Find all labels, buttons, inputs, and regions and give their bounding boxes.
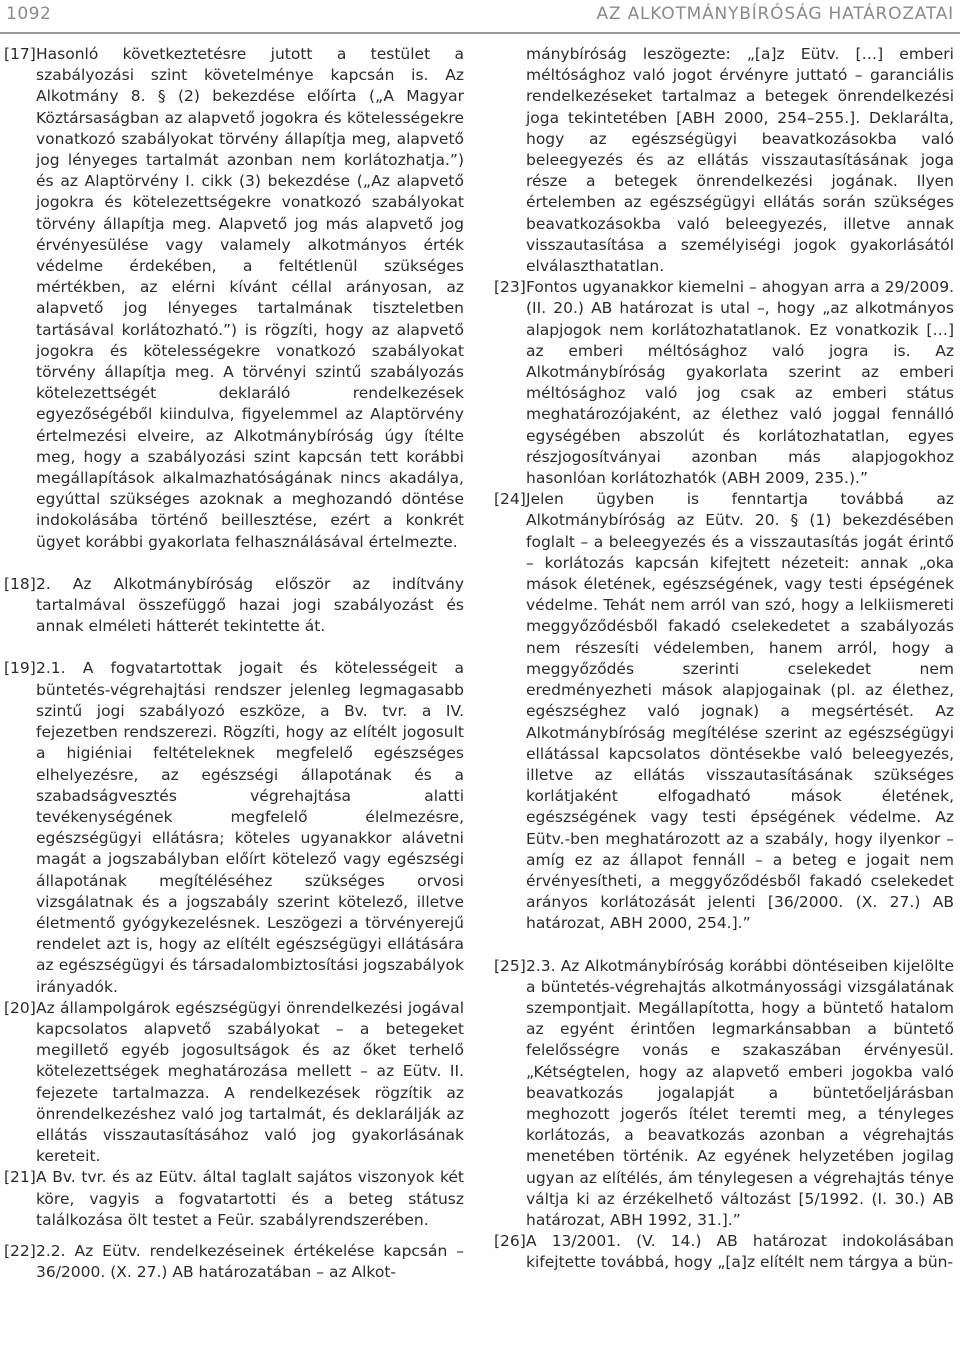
paragraph-text: Hasonló következtetésre jutott a testület a szabályozási szint követelménye kapcsán is. Az Alkotmány 8. § (2) bekezdése előírta („A Magyar Köztársaságban az alapvető jogokra és kötelességekre vonatkozó szabályokat törvény állapítja meg, alapvető jog lényeges tartalmát azonban nem korlátozhatja.”) és az Alaptörvény I. cikk (3) bekezdése („Az alapvető jogokra és kötelezettségekre vonatkozó szabályokat törvény állapítja meg. Alapvető jog más alapvető jog érvényesülése vagy valamely alkotmányos érték védelme érdekében, a feltétlenül szükséges mértékben, az elérni kívánt céllal arányosan, az alapvető jog lényeges tartalmának tiszteletben tartásával korlátozható.”) is rögzíti, hogy az alapvető jogokra és kötelességekre vonatkozó szabályokat törvény állapítja meg. A törvényi szintű szabályozás kötelezettségét deklaráló rendelkezések egyezőségéből kiindulva, figyelemmel az Alaptörvény értelmezési elveire, az Alkotmánybíróság úgy ítélte meg, hogy a szabályozási szint kapcsán tett korábbi megállapítások alkalmazhatóságának nincs akadálya, egyúttal szükséges azoknak a meghozandó döntése indokolásába történő beillesztése, ezért a konkrét ügyet korábbi gyakorlata felhasználásával értelmezte. — [36, 45, 464, 551]
spacer — [494, 935, 954, 956]
spacer — [4, 637, 464, 658]
paragraph-text: 2. Az Alkotmánybíróság először az indítvány tartalmával összefüggő hazai jogi szabályozást és annak elméleti hátterét tekintette át. — [36, 574, 464, 636]
paragraph-number: [22] — [4, 1241, 36, 1260]
paragraph-text: 2.2. Az Eütv. rendelkezéseinek értékelése kapcsán – 36/2000. (X. 27.) AB határozatában – az Alkot- — [36, 1241, 464, 1282]
paragraph-text: A 13/2001. (V. 14.) AB határozat indokolásában kifejtette továbbá, hogy „[a]z elítélt nem tárgya a bün- — [526, 1232, 954, 1272]
left-column — [4, 44, 464, 1283]
paragraph-23 — [494, 277, 954, 489]
paragraph-17 — [4, 44, 464, 553]
paragraph-text: 2.3. Az Alkotmánybíróság korábbi döntéseiben kijelölte a büntetés-végrehajtás alkotmányossági vizsgálatának szempontjait. Megállapította, hogy a büntető hatalom az egyént érintően legmarkánsabban a büntető felelősségre vonás e szakaszában érvényesül. „Kétségtelen, hogy az alapvető emberi jogokba való beavatkozás jogalapját a büntetőeljárásban meghozott jogerős ítélet teremti meg, a tényleges korlátozás, a beavatkozás azonban a végrehajtás menetében történik. Az egyének helyzetében jogilag ugyan az elítélés, ám ténylegesen a végrehajtás ténye váltja ki az érzékelhető változást [5/1992. (I. 30.) AB határozat, ABH 1992, 31.].” — [526, 956, 954, 1229]
spacer — [4, 1231, 464, 1241]
paragraph-text: mánybíróság leszögezte: „[a]z Eütv. […] emberi méltósághoz való jogot érvényre juttató – garanciális rendelkezéseket tartalmaz a betegek önrendelkezési joga tekintetében [ABH 2000, 254–255.]. Deklarálta, hogy az egészségügyi beavatkozásokba való beleegyezés és az ellátás visszautasításának joga része a betegek önrendelkezési jogának. Ilyen értelemben az egészségügyi ellátás során szükséges beavatkozásokba való beleegyezés, illetve annak visszautasítása a személyiségi jogok gyakorlásától elválaszthatatlan. — [526, 45, 954, 276]
paragraph-26 — [494, 1231, 954, 1273]
paragraph-19 — [4, 658, 464, 997]
paragraph-number: [17] — [4, 45, 36, 63]
paragraph-20 — [4, 998, 464, 1168]
paragraph-25 — [494, 956, 954, 1232]
paragraph-text: Az állampolgárok egészségügyi önrendelkezési jogával kapcsolatos alapvető szabályokat – a betegeket megillető egyéb jogosultságok és az őket terhelő kötelezettségek meghatározása mellett – az Eütv. II. fejezete tartalmazza. A rendelkezések rögzítik az önrendelkezéshez való jog tartalmát, és deklarálják az ellátás visszautasításához való jog gyakorlásának kereteit. — [36, 998, 464, 1166]
paragraph-number: [25] — [494, 956, 526, 975]
page-number: 1092 — [6, 4, 52, 24]
right-column — [494, 44, 954, 1274]
paragraph-continuation — [494, 44, 954, 277]
paragraph-number: [18] — [4, 574, 36, 593]
header-rule — [0, 32, 960, 34]
spacer — [4, 553, 464, 574]
paragraph-24 — [494, 489, 954, 934]
paragraph-22 — [4, 1241, 464, 1283]
paragraph-number: [21] — [4, 1168, 36, 1187]
paragraph-text: A Bv. tvr. és az Eütv. által taglalt sajátos viszonyok két köre, vagyis a fogvatartotti és a beteg státusz találkozása ölt testet a Feür. szabályrendszerében. — [36, 1168, 464, 1229]
paragraph-text: 2.1. A fogvatartottak jogait és kötelességeit a büntetés-végrehajtási rendszer jelenleg legmagasabb szintű jogi szabályozó eszköze, a Bv. tvr. a IV. fejezetben rendszerezi. Rögzíti, hogy az elítélt jogosult a higiéniai feltételeknek megfelelő egészséges elhelyezésre, az egészségi állapotának és a szabadságvesztés végrehajtása alatti tevékenységének megfelelő élelmezésre, egészségügyi ellátásra; köteles ugyanakkor alávetni magát a jogszabályban előírt kötelező vagy egészségi állapotának megítéléséhez szükséges orvosi vizsgálatnak és a jogszabály szerint kötelező, illetve életmentő gyógykezelésnek. Leszögezi a törvényerejű rendelet azt is, hogy az elítélt egészségügyi ellátására az egészségügyi és társadalombiztosítási jogszabályok irányadók. — [36, 659, 464, 996]
paragraph-text: Jelen ügyben is fenntartja továbbá az Alkotmánybíróság az Eütv. 20. § (1) bekezdésében foglalt – a beleegyezés és a visszautasítás jogát érintő – korlátozás kapcsán kifejtett nézeteit: annak „oka mások életének, egészségének, vagy testi épségének védelme. Tehát nem arról van szó, hogy a lelkiismereti meggyőződésből fakadó cselekedetet a szabályozás nem részesíti védelemben, hanem arról, hogy a meggyőződés szerinti cselekedet nem eredményezheti mások alapjogainak (pl. az élethez, egészséghez való jognak) a megsértését. Az Alkotmánybíróság megítélése szerint az egészségügyi ellátással kapcsolatos döntésekbe való beleegyezés, illetve az ellátás visszautasításának szükséges korlátjaként elfogadható mások életének, egészségének vagy testi épségének védelme. Az Eütv.-ben meghatározott az a szabály, hogy ilyenkor – amíg ez az állapot fennáll – a beteg e jogait nem érvényesítheti, a meggyőződésből fakadó cselekedet arányos korlátozását jelenti [36/2000. (X. 27.) AB határozat, ABH 2000, 254.].” — [526, 490, 954, 933]
paragraph-text: Fontos ugyanakkor kiemelni – ahogyan arra a 29/2009. (II. 20.) AB határozat is utal –, hogy „az alkotmányos alapjogok nem korlátozhatatlanok. Ez vonatkozik […] az emberi méltósághoz való jogra is. Az Alkotmánybíróság gyakorlata szerint az emberi méltósághoz való jog csak az emberi státus meghatározójaként, az élethez való joggal fennálló egységében abszolút és korlátozhatatlan, egyes részjogosítványai azonban más alapjogokhoz hasonlóan korlátozhatók (ABH 2009, 235.).” — [526, 278, 954, 488]
paragraph-number: [26] — [494, 1232, 526, 1251]
running-header: AZ ALKOTMÁNYBÍRÓSÁG HATÁROZATAI — [596, 4, 954, 24]
paragraph-number: [19] — [4, 659, 36, 678]
paragraph-number: [24] — [494, 490, 526, 509]
paragraph-number: [23] — [494, 278, 526, 297]
paragraph-number: [20] — [4, 998, 36, 1017]
paragraph-18 — [4, 574, 464, 638]
paragraph-21 — [4, 1167, 464, 1231]
